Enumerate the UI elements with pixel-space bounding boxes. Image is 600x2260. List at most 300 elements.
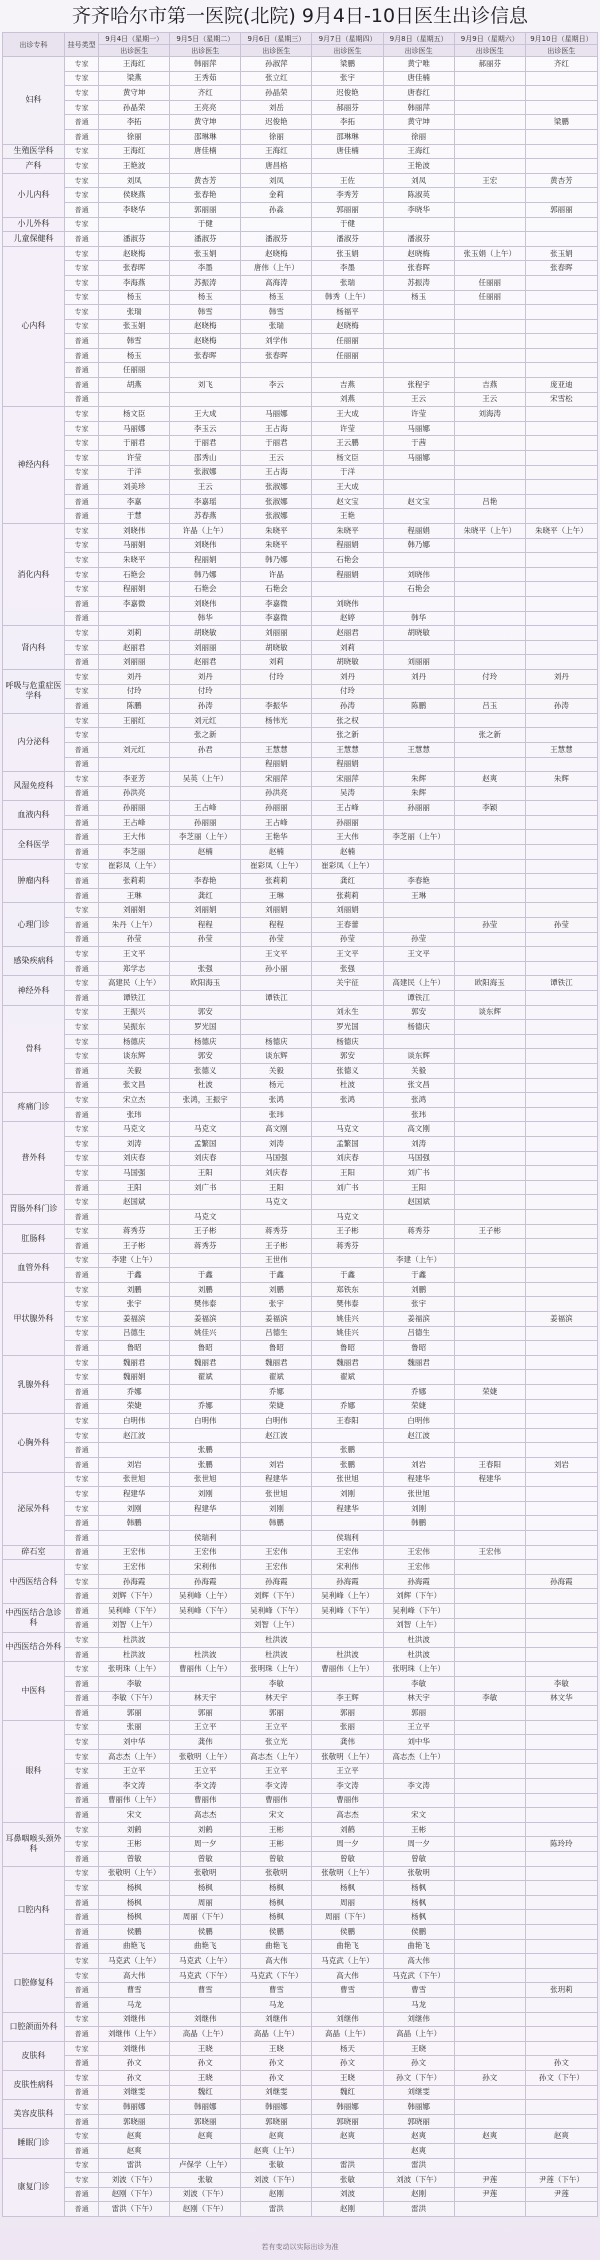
doctor-cell-wed: 孙丽丽 — [241, 801, 312, 816]
doctor-cell-thu: 张强 — [312, 962, 383, 977]
doctor-cell-sat — [455, 1969, 526, 1984]
doctor-cell-sat: 尹莲 — [455, 2173, 526, 2188]
doctor-cell-tue: 李春艳 — [170, 874, 241, 889]
header-doctor-label: 出诊医生 — [170, 45, 241, 57]
doctor-cell-fri: 刘丽丽 — [384, 655, 455, 670]
doctor-cell-tue: 罗光国 — [170, 1020, 241, 1035]
doctor-cell-thu: 高晶（上午） — [312, 2027, 383, 2042]
doctor-cell-wed: 孙淼 — [241, 203, 312, 218]
doctor-cell-thu: 孙丽丽 — [312, 816, 383, 831]
schedule-row — [3, 305, 598, 320]
doctor-cell-wed: 张敬明 — [241, 1867, 312, 1882]
doctor-cell-thu: 周丽（下午） — [312, 1910, 383, 1925]
doctor-cell-sun — [526, 962, 598, 977]
doctor-cell-mon: 孙晶荣 — [99, 101, 170, 116]
doctor-cell-fri: 石艳会 — [384, 582, 455, 597]
doctor-cell-fri: 赵爽 — [384, 2144, 455, 2159]
doctor-cell-wed: 赵刚 — [241, 2188, 312, 2203]
doctor-cell-tue: 张敬明（上午） — [170, 1750, 241, 1765]
header-registration-type: 挂号类型 — [65, 33, 99, 57]
doctor-cell-wed: 张宇 — [241, 1297, 312, 1312]
doctor-cell-mon: 杜洪波 — [99, 1648, 170, 1663]
doctor-cell-mon: 李嘉微 — [99, 597, 170, 612]
doctor-cell-sun — [526, 2115, 598, 2130]
department-name: 中西医结合外科 — [3, 1633, 65, 1662]
doctor-cell-wed: 王世伟 — [241, 1254, 312, 1269]
doctor-cell-thu: 王春阳 — [312, 1414, 383, 1429]
doctor-cell-mon: 曹雪 — [99, 1983, 170, 1998]
doctor-cell-sun — [526, 1910, 598, 1925]
doctor-cell-sun — [526, 495, 598, 510]
registration-type: 专家 — [65, 261, 99, 276]
doctor-cell-sat — [455, 1429, 526, 1444]
doctor-cell-fri: 周一夕 — [384, 1837, 455, 1852]
doctor-cell-wed: 谈东辉 — [241, 1049, 312, 1064]
doctor-cell-mon: 孙莹 — [99, 933, 170, 948]
doctor-cell-thu — [312, 1998, 383, 2013]
doctor-cell-sun — [526, 2086, 598, 2101]
doctor-cell-sat — [455, 655, 526, 670]
header-doctor-label: 出诊医生 — [99, 45, 170, 57]
doctor-cell-sun — [526, 714, 598, 729]
doctor-cell-thu: 杨枫 — [312, 1881, 383, 1896]
doctor-cell-mon: 谈东辉 — [99, 1049, 170, 1064]
registration-type: 普通 — [65, 1794, 99, 1809]
doctor-cell-sat — [455, 422, 526, 437]
registration-type: 普通 — [65, 699, 99, 714]
doctor-cell-tue: 郭安 — [170, 1049, 241, 1064]
doctor-cell-thu: 李文涛 — [312, 1779, 383, 1794]
doctor-cell-fri: 黄宁唯 — [384, 57, 455, 72]
doctor-cell-tue: 白明伟 — [170, 1414, 241, 1429]
doctor-cell-wed: 孙文 — [241, 2071, 312, 2086]
doctor-cell-fri — [384, 218, 455, 233]
doctor-cell-sat — [455, 320, 526, 335]
registration-type: 专家 — [65, 1166, 99, 1181]
schedule-row — [3, 568, 598, 583]
doctor-cell-sat: 赵爽 — [455, 2129, 526, 2144]
schedule-row — [3, 1341, 598, 1356]
doctor-cell-sun — [526, 1750, 598, 1765]
doctor-cell-sun — [526, 1443, 598, 1458]
doctor-cell-wed: 白明伟 — [241, 1414, 312, 1429]
doctor-cell-fri: 刘凤 — [384, 174, 455, 189]
doctor-cell-fri: 马丽娜 — [384, 451, 455, 466]
doctor-cell-fri: 吕德生 — [384, 1327, 455, 1342]
doctor-cell-wed: 马丽娜 — [241, 407, 312, 422]
doctor-cell-mon: 张敬明（上午） — [99, 1867, 170, 1882]
doctor-cell-thu: 张之新 — [312, 728, 383, 743]
registration-type: 普通 — [65, 393, 99, 408]
doctor-cell-sat — [455, 1954, 526, 1969]
doctor-cell-sun: 王慧慧 — [526, 743, 598, 758]
doctor-cell-tue: 曹丽伟 — [170, 1794, 241, 1809]
schedule-header — [3, 33, 598, 57]
doctor-cell-sun — [526, 758, 598, 773]
doctor-cell-mon: 李嘉 — [99, 495, 170, 510]
doctor-cell-thu: 孙涛 — [312, 699, 383, 714]
schedule-row — [3, 1487, 598, 1502]
schedule-row — [3, 422, 598, 437]
doctor-cell-wed: 韩丽娜 — [241, 2100, 312, 2115]
doctor-cell-thu: 姚佳兴 — [312, 1312, 383, 1327]
schedule-row — [3, 247, 598, 262]
doctor-cell-wed: 杨枫 — [241, 1896, 312, 1911]
schedule-row — [3, 1633, 598, 1648]
doctor-cell-sun — [526, 1108, 598, 1123]
doctor-cell-tue: 邵琳琳 — [170, 130, 241, 145]
doctor-cell-wed: 王立平 — [241, 1721, 312, 1736]
doctor-cell-mon: 杨文臣 — [99, 407, 170, 422]
doctor-cell-fri — [384, 918, 455, 933]
doctor-cell-tue: 黄守坤 — [170, 115, 241, 130]
doctor-cell-sun — [526, 436, 598, 451]
doctor-cell-mon: 吴振东 — [99, 1020, 170, 1035]
doctor-cell-fri: 徐丽 — [384, 130, 455, 145]
doctor-cell-wed: 张瑞 — [241, 320, 312, 335]
doctor-cell-sun — [526, 1589, 598, 1604]
doctor-cell-fri: 谈东辉 — [384, 1049, 455, 1064]
doctor-cell-fri: 高文刚 — [384, 1122, 455, 1137]
doctor-cell-sun — [526, 305, 598, 320]
doctor-cell-sat — [455, 1764, 526, 1779]
doctor-cell-tue: 赵刚（下午） — [170, 2202, 241, 2217]
department-name: 心内科 — [3, 247, 65, 408]
registration-type: 专家 — [65, 1297, 99, 1312]
doctor-cell-tue: 韩丽萍 — [170, 57, 241, 72]
doctor-cell-thu: 郭丽 — [312, 1706, 383, 1721]
doctor-cell-thu: 曲艳飞 — [312, 1940, 383, 1955]
schedule-row — [3, 1662, 598, 1677]
schedule-row — [3, 1020, 598, 1035]
doctor-cell-sun — [526, 1998, 598, 2013]
doctor-cell-wed: 魏丽君 — [241, 1356, 312, 1371]
registration-type: 专家 — [65, 772, 99, 787]
schedule-row — [3, 918, 598, 933]
doctor-cell-sun — [526, 188, 598, 203]
doctor-cell-wed: 李文涛 — [241, 1779, 312, 1794]
doctor-cell-tue: 周一夕 — [170, 1837, 241, 1852]
registration-type: 专家 — [65, 174, 99, 189]
doctor-cell-tue: 翟斌 — [170, 1370, 241, 1385]
doctor-cell-wed: 曹雪 — [241, 1983, 312, 1998]
doctor-cell-sat: 吕玉 — [455, 699, 526, 714]
registration-type: 专家 — [65, 553, 99, 568]
doctor-cell-wed: 马克武（下午） — [241, 1969, 312, 1984]
doctor-cell-wed: 刘智（上午） — [241, 1619, 312, 1634]
doctor-cell-sat — [455, 1356, 526, 1371]
registration-type: 专家 — [65, 1006, 99, 1021]
registration-type: 专家 — [65, 188, 99, 203]
registration-type: 专家 — [65, 276, 99, 291]
doctor-cell-tue: 刘元红 — [170, 714, 241, 729]
registration-type: 普通 — [65, 816, 99, 831]
registration-type: 普通 — [65, 1589, 99, 1604]
schedule-row — [3, 1575, 598, 1590]
doctor-cell-thu: 曹雪 — [312, 1983, 383, 1998]
doctor-cell-tue: 张春晖 — [170, 349, 241, 364]
schedule-row — [3, 1881, 598, 1896]
doctor-cell-tue: 赵楠 — [170, 845, 241, 860]
doctor-cell-fri: 魏丽君 — [384, 1356, 455, 1371]
schedule-row — [3, 1867, 598, 1882]
doctor-cell-wed: 王占峰 — [241, 816, 312, 831]
doctor-cell-mon: 王宏伟 — [99, 1560, 170, 1575]
doctor-cell-sun — [526, 1210, 598, 1225]
doctor-cell-mon: 石艳会 — [99, 568, 170, 583]
registration-type: 专家 — [65, 1370, 99, 1385]
doctor-cell-sun: 梁鹏 — [526, 115, 598, 130]
doctor-cell-thu: 刘晓伟 — [312, 597, 383, 612]
doctor-cell-fri: 郭安 — [384, 1006, 455, 1021]
doctor-cell-sat — [455, 1195, 526, 1210]
doctor-cell-sun — [526, 860, 598, 875]
doctor-cell-sun — [526, 889, 598, 904]
doctor-cell-fri — [384, 860, 455, 875]
doctor-cell-wed: 李振华 — [241, 699, 312, 714]
doctor-cell-sat: 程建华 — [455, 1473, 526, 1488]
doctor-cell-sat: 李敏 — [455, 1692, 526, 1707]
doctor-cell-tue: 张鹏 — [170, 1458, 241, 1473]
doctor-cell-fri: 李敏 — [384, 1677, 455, 1692]
doctor-cell-sun — [526, 145, 598, 160]
doctor-cell-mon: 王艳波 — [99, 159, 170, 174]
doctor-cell-wed: 蒋秀芬 — [241, 1225, 312, 1240]
doctor-cell-sun: 孙莹 — [526, 918, 598, 933]
doctor-cell-fri: 张鸿 — [384, 1093, 455, 1108]
doctor-cell-fri: 王慧慧 — [384, 743, 455, 758]
doctor-cell-wed: 马龙 — [241, 1998, 312, 2013]
doctor-cell-fri: 高建民（上午） — [384, 976, 455, 991]
doctor-cell-tue: 郭安 — [170, 1006, 241, 1021]
doctor-cell-wed: 郭丽 — [241, 1706, 312, 1721]
doctor-cell-fri: 李文涛 — [384, 1779, 455, 1794]
schedule-row — [3, 393, 598, 408]
doctor-cell-sun — [526, 626, 598, 641]
doctor-cell-mon: 张瑞 — [99, 305, 170, 320]
doctor-cell-sun — [526, 2100, 598, 2115]
doctor-cell-mon — [99, 1210, 170, 1225]
doctor-cell-fri: 马丽娜 — [384, 422, 455, 437]
doctor-cell-thu: 胡晓敏 — [312, 655, 383, 670]
doctor-cell-sat — [455, 1998, 526, 2013]
doctor-cell-sat: 欧阳海玉 — [455, 976, 526, 991]
doctor-cell-sat — [455, 1677, 526, 1692]
doctor-cell-wed: 石艳会 — [241, 582, 312, 597]
doctor-cell-wed: 唐伟（上午） — [241, 261, 312, 276]
schedule-row — [3, 1604, 598, 1619]
doctor-cell-fri: 刘中华 — [384, 1735, 455, 1750]
doctor-cell-fri: 张玮 — [384, 1108, 455, 1123]
department-name: 心胸外科 — [3, 1414, 65, 1472]
schedule-row — [3, 1589, 598, 1604]
doctor-cell-mon: 王大伟 — [99, 830, 170, 845]
registration-type: 普通 — [65, 203, 99, 218]
doctor-cell-mon: 赵爽 — [99, 2129, 170, 2144]
doctor-cell-sun: 姜福滨 — [526, 1312, 598, 1327]
doctor-cell-wed — [241, 218, 312, 233]
schedule-row — [3, 2188, 598, 2203]
doctor-cell-sun — [526, 86, 598, 101]
doctor-cell-tue: 曾敏 — [170, 1852, 241, 1867]
doctor-cell-tue: 郭丽丽 — [170, 203, 241, 218]
doctor-cell-thu: 吉燕 — [312, 378, 383, 393]
schedule-row — [3, 174, 598, 189]
schedule-row — [3, 1152, 598, 1167]
doctor-cell-thu: 周一夕 — [312, 1837, 383, 1852]
doctor-cell-sat — [455, 1619, 526, 1634]
doctor-cell-wed: 王艳华 — [241, 830, 312, 845]
doctor-cell-fri — [384, 1443, 455, 1458]
doctor-cell-tue — [170, 1195, 241, 1210]
department-name: 生殖医学科 — [3, 145, 65, 160]
department-name: 神经外科 — [3, 976, 65, 1005]
doctor-cell-fri: 朱辉 — [384, 772, 455, 787]
doctor-cell-sat — [455, 962, 526, 977]
doctor-cell-sat — [455, 787, 526, 802]
doctor-cell-mon — [99, 728, 170, 743]
doctor-cell-tue: 孙丽丽 — [170, 816, 241, 831]
registration-type: 专家 — [65, 1473, 99, 1488]
doctor-cell-thu: 赵刚 — [312, 2202, 383, 2217]
registration-type: 专家 — [65, 1414, 99, 1429]
doctor-cell-fri: 宋文 — [384, 1808, 455, 1823]
header-day-thu: 9月7日（星期四） — [312, 33, 383, 45]
registration-type: 专家 — [65, 1487, 99, 1502]
doctor-cell-fri: 马国强 — [384, 1152, 455, 1167]
doctor-cell-sun — [526, 1239, 598, 1254]
doctor-cell-tue: 姜福滨 — [170, 1312, 241, 1327]
doctor-cell-mon: 王阳 — [99, 1181, 170, 1196]
doctor-cell-wed — [241, 1443, 312, 1458]
doctor-cell-tue: 石艳会 — [170, 582, 241, 597]
doctor-cell-fri — [384, 758, 455, 773]
doctor-cell-fri: 赵刚 — [384, 2188, 455, 2203]
doctor-cell-wed: 王彬 — [241, 1823, 312, 1838]
doctor-cell-tue: 苏振涛 — [170, 276, 241, 291]
doctor-cell-thu: 曹丽伟 — [312, 1794, 383, 1809]
doctor-cell-mon: 孙海霞 — [99, 1575, 170, 1590]
doctor-cell-sat — [455, 72, 526, 87]
doctor-cell-sat — [455, 1210, 526, 1225]
doctor-cell-fri — [384, 480, 455, 495]
registration-type: 专家 — [65, 1429, 99, 1444]
doctor-cell-fri: 杨枫 — [384, 1896, 455, 1911]
schedule-row — [3, 451, 598, 466]
doctor-cell-sun: 张玉娟 — [526, 247, 598, 262]
doctor-cell-mon: 张丽 — [99, 1721, 170, 1736]
doctor-cell-thu: 刘永生 — [312, 1006, 383, 1021]
schedule-row — [3, 276, 598, 291]
doctor-cell-tue — [170, 991, 241, 1006]
registration-type: 专家 — [65, 728, 99, 743]
doctor-cell-mon: 李建（上午） — [99, 1254, 170, 1269]
doctor-cell-tue: 刘继伟 — [170, 2013, 241, 2028]
doctor-cell-sun: 赵爽 — [526, 2129, 598, 2144]
doctor-cell-tue: 马克文 — [170, 1122, 241, 1137]
doctor-cell-sat — [455, 218, 526, 233]
doctor-cell-thu: 付玲 — [312, 685, 383, 700]
doctor-cell-sat — [455, 349, 526, 364]
doctor-cell-wed: 孙淑萍 — [241, 57, 312, 72]
doctor-cell-fri: 李建（上午） — [384, 1254, 455, 1269]
doctor-cell-thu: 张敬明（上午） — [312, 1867, 383, 1882]
doctor-cell-sun — [526, 1925, 598, 1940]
schedule-row — [3, 159, 598, 174]
department-name: 中西医结合科 — [3, 1560, 65, 1604]
doctor-cell-mon: 王文平 — [99, 947, 170, 962]
doctor-cell-sun — [526, 1764, 598, 1779]
schedule-row — [3, 2071, 598, 2086]
doctor-cell-thu: 刘庆春 — [312, 1152, 383, 1167]
doctor-cell-sat — [455, 2115, 526, 2130]
doctor-cell-tue: 王立平 — [170, 1721, 241, 1736]
doctor-cell-sat: 李颖 — [455, 801, 526, 816]
doctor-cell-mon: 刘鹏 — [99, 1283, 170, 1298]
doctor-cell-thu: 张之权 — [312, 714, 383, 729]
doctor-cell-sun: 刘丹 — [526, 670, 598, 685]
doctor-cell-sun — [526, 947, 598, 962]
doctor-cell-sun — [526, 1619, 598, 1634]
doctor-cell-mon: 王海红 — [99, 57, 170, 72]
registration-type: 普通 — [65, 1400, 99, 1415]
doctor-cell-wed: 唐昌格 — [241, 159, 312, 174]
doctor-cell-tue: 付玲 — [170, 685, 241, 700]
doctor-cell-fri: 曹雪 — [384, 1983, 455, 1998]
doctor-cell-thu: 孙海霞 — [312, 1575, 383, 1590]
registration-type: 普通 — [65, 1998, 99, 2013]
doctor-cell-thu — [312, 1619, 383, 1634]
doctor-cell-mon: 吴利峰（下午） — [99, 1604, 170, 1619]
doctor-cell-thu: 李墨 — [312, 261, 383, 276]
doctor-cell-thu: 王晓 — [312, 2071, 383, 2086]
registration-type: 普通 — [65, 1239, 99, 1254]
doctor-cell-thu: 侯瑞利 — [312, 1531, 383, 1546]
registration-type: 专家 — [65, 1356, 99, 1371]
schedule-row — [3, 626, 598, 641]
doctor-cell-tue: 张敬明 — [170, 1867, 241, 1882]
doctor-cell-fri: 郭晓丽 — [384, 2115, 455, 2130]
doctor-cell-fri — [384, 903, 455, 918]
doctor-cell-wed: 王占海 — [241, 466, 312, 481]
schedule-row — [3, 772, 598, 787]
doctor-cell-wed: 赵晓梅 — [241, 247, 312, 262]
doctor-cell-mon: 王子彬 — [99, 1239, 170, 1254]
doctor-cell-sat — [455, 1137, 526, 1152]
doctor-cell-tue: 刘晓伟 — [170, 597, 241, 612]
doctor-cell-fri: 孙莹 — [384, 933, 455, 948]
doctor-cell-thu: 潘淑芬 — [312, 232, 383, 247]
doctor-cell-sun — [526, 320, 598, 335]
schedule-row — [3, 582, 598, 597]
schedule-row — [3, 1268, 598, 1283]
doctor-cell-tue: 吴英（上午） — [170, 772, 241, 787]
doctor-cell-fri: 于茜 — [384, 436, 455, 451]
doctor-cell-fri: 乔娜 — [384, 1385, 455, 1400]
doctor-cell-thu: 杜波 — [312, 1079, 383, 1094]
doctor-cell-mon: 宋立杰 — [99, 1093, 170, 1108]
doctor-cell-sun — [526, 276, 598, 291]
doctor-cell-fri: 杨玉 — [384, 291, 455, 306]
doctor-cell-fri: 孙丽丽 — [384, 801, 455, 816]
doctor-cell-sun — [526, 363, 598, 378]
doctor-cell-mon: 刘丽丽 — [99, 655, 170, 670]
doctor-cell-mon: 陈鹏 — [99, 699, 170, 714]
doctor-cell-tue: 王子彬 — [170, 1225, 241, 1240]
doctor-cell-fri — [384, 466, 455, 481]
doctor-cell-tue: 王晓 — [170, 2042, 241, 2057]
department-name: 消化内科 — [3, 524, 65, 626]
